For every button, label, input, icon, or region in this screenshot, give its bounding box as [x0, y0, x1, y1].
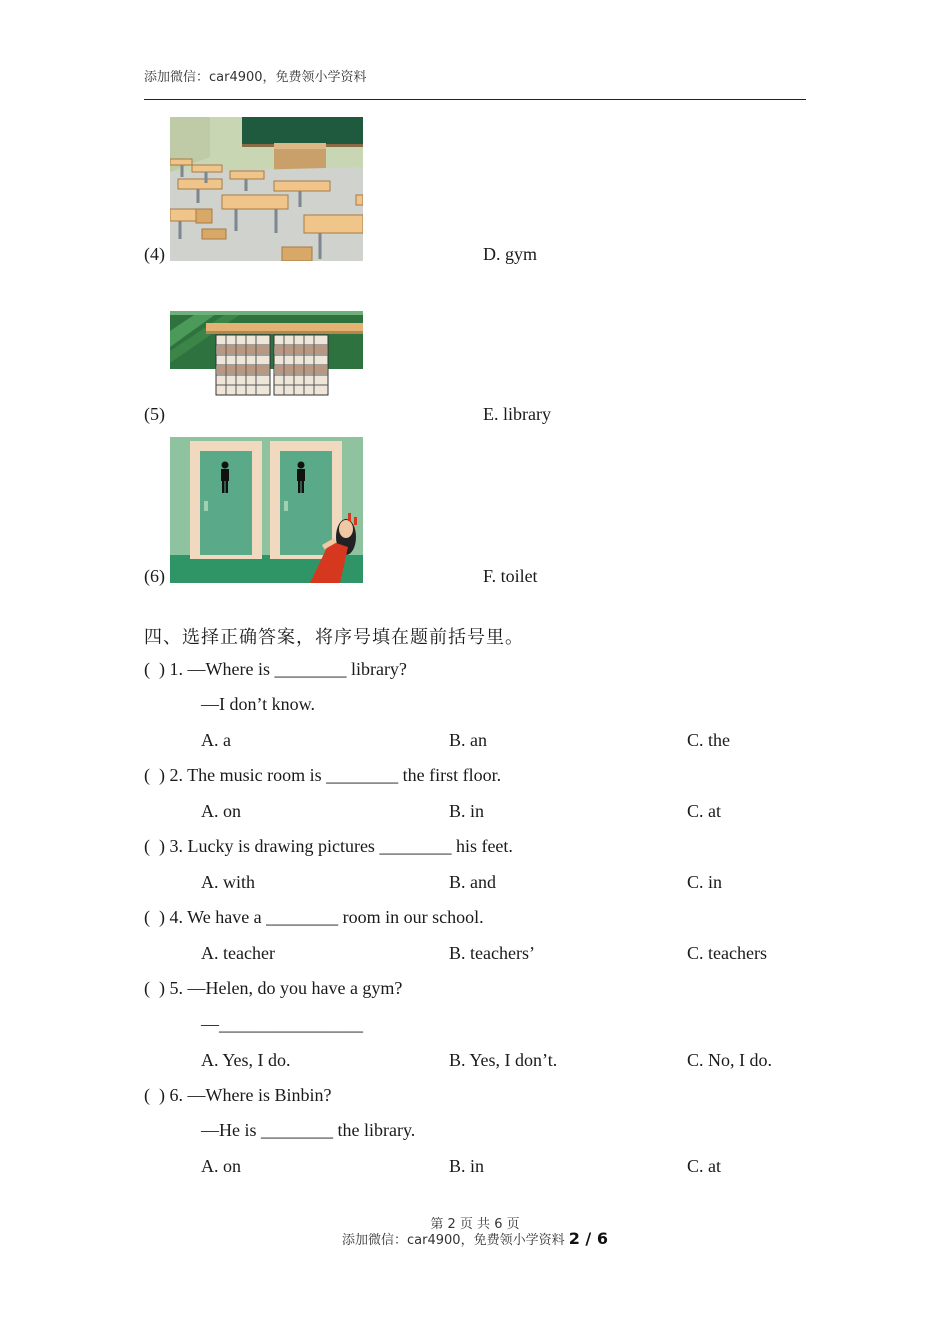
question-6-choice-c: C. at: [687, 1156, 721, 1176]
question-5-reply: —________________: [201, 1014, 363, 1034]
question-2-choice-c: C. at: [687, 801, 721, 821]
question-2-stem: ( ) 2. The music room is ________ the first floor.: [144, 765, 502, 785]
question-2-choice-a: A. on: [201, 801, 241, 821]
question-4-choice-a: A. teacher: [201, 943, 275, 963]
question-3-stem: ( ) 3. Lucky is drawing pictures ________ his feet.: [144, 836, 513, 856]
question-3-choice-c: C. in: [687, 872, 723, 892]
classroom-picture: [170, 117, 363, 261]
question-1-choice-a: A. a: [201, 730, 231, 750]
question-6-stem: ( ) 6. —Where is Binbin?: [144, 1085, 332, 1105]
question-1-reply: —I don’t know.: [201, 694, 315, 714]
question-6-choice-b: B. in: [449, 1156, 485, 1176]
question-5-choice-b: B. Yes, I don’t.: [449, 1050, 558, 1070]
page-counter: 2 / 6: [568, 1229, 608, 1248]
header-divider: [144, 99, 806, 100]
section-title: 四、选择正确答案，将序号填在题前括号里。: [144, 627, 524, 648]
question-5-stem: ( ) 5. —Helen, do you have a gym?: [144, 978, 403, 998]
question-1-stem: ( ) 1. —Where is ________ library?: [144, 659, 407, 679]
page-number-label: 第 2 页 共 6 页: [430, 1217, 520, 1232]
toilet-picture: [170, 437, 363, 583]
question-5-choice-a: A. Yes, I do.: [201, 1050, 291, 1070]
question-2-choice-b: B. in: [449, 801, 485, 821]
option-e: E. library: [483, 404, 551, 424]
footer-watermark: 添加微信：car4900，免费领小学资料: [342, 1233, 565, 1248]
library-picture: [170, 311, 363, 397]
question-6-choice-a: A. on: [201, 1156, 241, 1176]
question-3-choice-a: A. with: [201, 872, 255, 892]
question-1-choice-c: C. the: [687, 730, 730, 750]
item-number-5: (5): [144, 404, 165, 424]
question-4-choice-c: C. teachers: [687, 943, 767, 963]
footer-watermark-line: [0, 1229, 950, 1248]
question-3-choice-b: B. and: [449, 872, 496, 892]
header-watermark: 添加微信：car4900，免费领小学资料: [144, 70, 367, 85]
option-f: F. toilet: [483, 566, 538, 586]
question-4-choice-b: B. teachers’: [449, 943, 535, 963]
question-6-reply: —He is ________ the library.: [201, 1120, 416, 1140]
question-5-choice-c: C. No, I do.: [687, 1050, 772, 1070]
item-number-6: (6): [144, 566, 165, 586]
question-1-choice-b: B. an: [449, 730, 487, 750]
item-number-4: (4): [144, 244, 165, 264]
option-d: D. gym: [483, 244, 537, 264]
question-4-stem: ( ) 4. We have a ________ room in our school.: [144, 907, 484, 927]
